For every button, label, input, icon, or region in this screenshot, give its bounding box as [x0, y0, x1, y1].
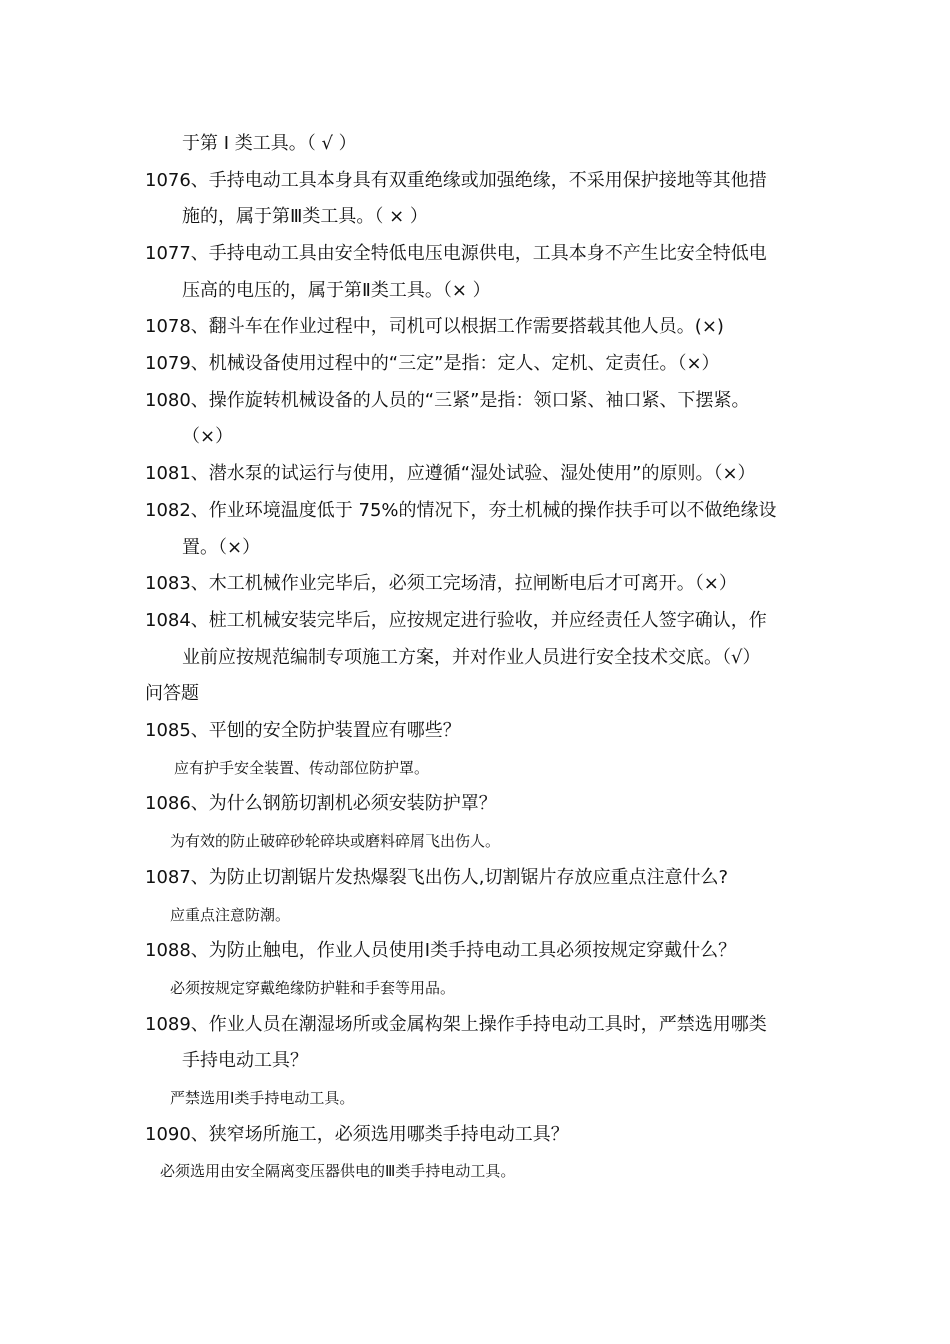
tf-item-1081: 1081、潜水泵的试运行与使用，应遵循“湿处试验、湿处使用”的原则。（×）	[145, 463, 756, 484]
tf-item-1084-line2: 业前应按规范编制专项施工方案，并对作业人员进行安全技术交底。（√）	[182, 647, 761, 668]
tf-item-1076-line2: 施的，属于第Ⅲ类工具。（ × ）	[182, 206, 428, 227]
tf-item-1078: 1078、翻斗车在作业过程中，司机可以根据工作需要搭载其他人员。(×)	[145, 316, 724, 337]
qa-answer-1089: 严禁选用Ⅰ类手持电动工具。	[170, 1089, 355, 1107]
tf-item-1077-line2: 压高的电压的，属于第Ⅱ类工具。（× ）	[182, 280, 491, 301]
qa-answer-1086: 为有效的防止破碎砂轮碎块或磨料碎屑飞出伤人。	[170, 832, 501, 850]
qa-question-1089-line2: 手持电动工具？	[182, 1050, 308, 1071]
qa-answer-1088: 必须按规定穿戴绝缘防护鞋和手套等用品。	[170, 979, 456, 997]
tf-item-1077-line1: 1077、手持电动工具由安全特低电压电源供电，工具本身不产生比安全特低电	[145, 243, 767, 264]
tf-item-1080-line1: 1080、操作旋转机械设备的人员的“三紧”是指：领口紧、袖口紧、下摆紧。	[145, 390, 750, 411]
tf-item-1083: 1083、木工机械作业完毕后，必须工完场清，拉闸断电后才可离开。（×）	[145, 573, 737, 594]
intro-line: 于第 I 类工具。（ √ ）	[182, 133, 357, 154]
tf-item-1080-line2: （×）	[182, 426, 234, 447]
tf-item-1076-line1: 1076、手持电动工具本身具有双重绝缘或加强绝缘，不采用保护接地等其他措	[145, 170, 767, 191]
tf-item-1082-line2: 置。（×）	[182, 537, 261, 558]
qa-question-1085: 1085、平刨的安全防护装置应有哪些？	[145, 720, 461, 741]
tf-item-1084-line1: 1084、桩工机械安装完毕后，应按规定进行验收，并应经责任人签字确认，作	[145, 610, 767, 631]
qa-answer-1087: 应重点注意防潮。	[170, 906, 291, 924]
qa-answer-1085: 应有护手安全装置、传动部位防护罩。	[174, 759, 430, 777]
tf-item-1079: 1079、机械设备使用过程中的“三定”是指：定人、定机、定责任。（×）	[145, 353, 720, 374]
qa-question-1090: 1090、狭窄场所施工，必须选用哪类手持电动工具？	[145, 1124, 569, 1145]
qa-question-1087: 1087、为防止切割锯片发热爆裂飞出伤人,切割锯片存放应重点注意什么?	[145, 867, 729, 888]
qa-answer-1090: 必须选用由安全隔离变压器供电的Ⅲ类手持电动工具。	[160, 1162, 516, 1180]
qa-question-1089-line1: 1089、作业人员在潮湿场所或金属构架上操作手持电动工具时，严禁选用哪类	[145, 1014, 767, 1035]
qa-question-1088: 1088、为防止触电，作业人员使用Ⅰ类手持电动工具必须按规定穿戴什么？	[145, 940, 737, 961]
qa-heading: 问答题	[145, 683, 199, 704]
tf-item-1082-line1: 1082、作业环境温度低于 75%的情况下，夯土机械的操作扶手可以不做绝缘设	[145, 500, 777, 521]
qa-question-1086: 1086、为什么钢筋切割机必须安装防护罩？	[145, 793, 497, 814]
